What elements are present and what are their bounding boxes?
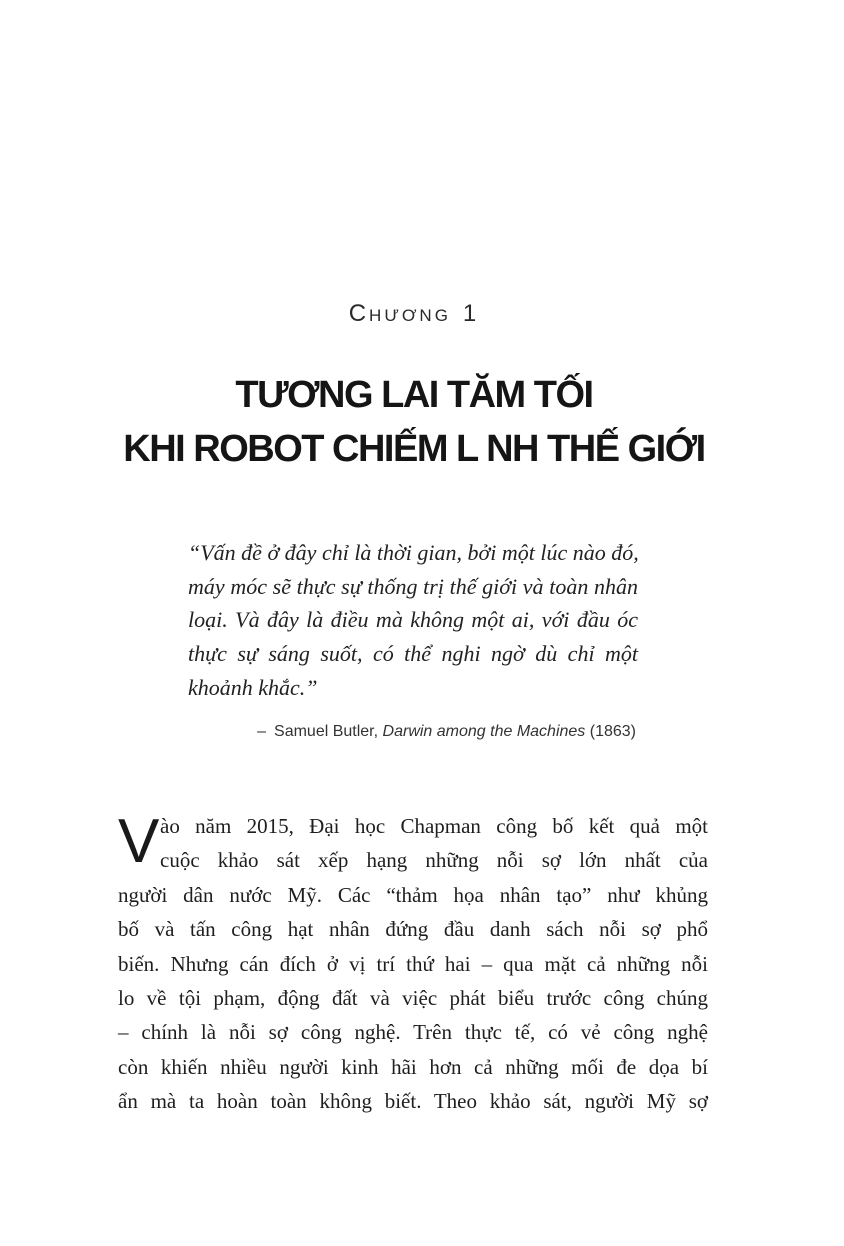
attribution-work: Darwin among the Machines (382, 723, 586, 740)
epigraph-attribution (0, 723, 636, 741)
body-line: còn khiến nhiều người kinh hãi hơn cả những mối đe dọa bí (118, 1054, 708, 1079)
drop-cap: V (118, 807, 160, 876)
body-line: bố và tấn công hạt nhân đứng đầu danh sách nỗi sợ phổ (118, 917, 708, 942)
quote-line: máy móc sẽ thực sự thống trị thế giới và toàn nhân (188, 573, 638, 599)
body-line: ào năm 2015, Đại học Chapman công bố kết quả một (160, 814, 708, 838)
chapter-word: Chương (348, 300, 451, 327)
chapter-title (0, 368, 828, 476)
chapter-label (0, 300, 828, 328)
attribution-author: Samuel Butler, (274, 723, 379, 740)
body-line: người dân nước Mỹ. Các “thảm họa nhân tạo” như khủng (118, 882, 708, 907)
attribution-dash: – (257, 723, 267, 740)
body-line: – chính là nỗi sợ công nghệ. Trên thực tế, có vẻ công nghệ (118, 1020, 708, 1045)
epigraph-quote (188, 536, 638, 705)
quote-line: “Vấn đề ở đây chỉ là thời gian, bởi một lúc nào đó, (188, 540, 639, 565)
body-line: cuộc khảo sát xếp hạng những nỗi sợ lớn nhất của (160, 848, 708, 873)
quote-line: loại. Và đây là điều mà không một ai, với đầu óc (188, 607, 638, 633)
body-line: biến. Nhưng cán đích ở vị trí thứ hai – qua mặt cả những nỗi (118, 951, 708, 976)
body-line: ẩn mà ta hoàn toàn không biết. Theo khảo sát, người Mỹ sợ (118, 1089, 708, 1114)
chapter-title-line: TƯƠNG LAI TĂM TỐI (235, 374, 593, 416)
attribution-year: (1863) (589, 723, 636, 740)
body-paragraph (118, 809, 708, 1119)
chapter-title-line: KHI ROBOT CHIẾM L NH THẾ GIỚI (123, 428, 705, 470)
quote-line: khoảnh khắc.” (188, 674, 318, 700)
quote-line: thực sự sáng suốt, có thể nghi ngờ dù chỉ một (188, 641, 638, 667)
chapter-number: 1 (462, 300, 480, 327)
body-line: lo về tội phạm, động đất và việc phát biểu trước công chúng (118, 986, 708, 1011)
